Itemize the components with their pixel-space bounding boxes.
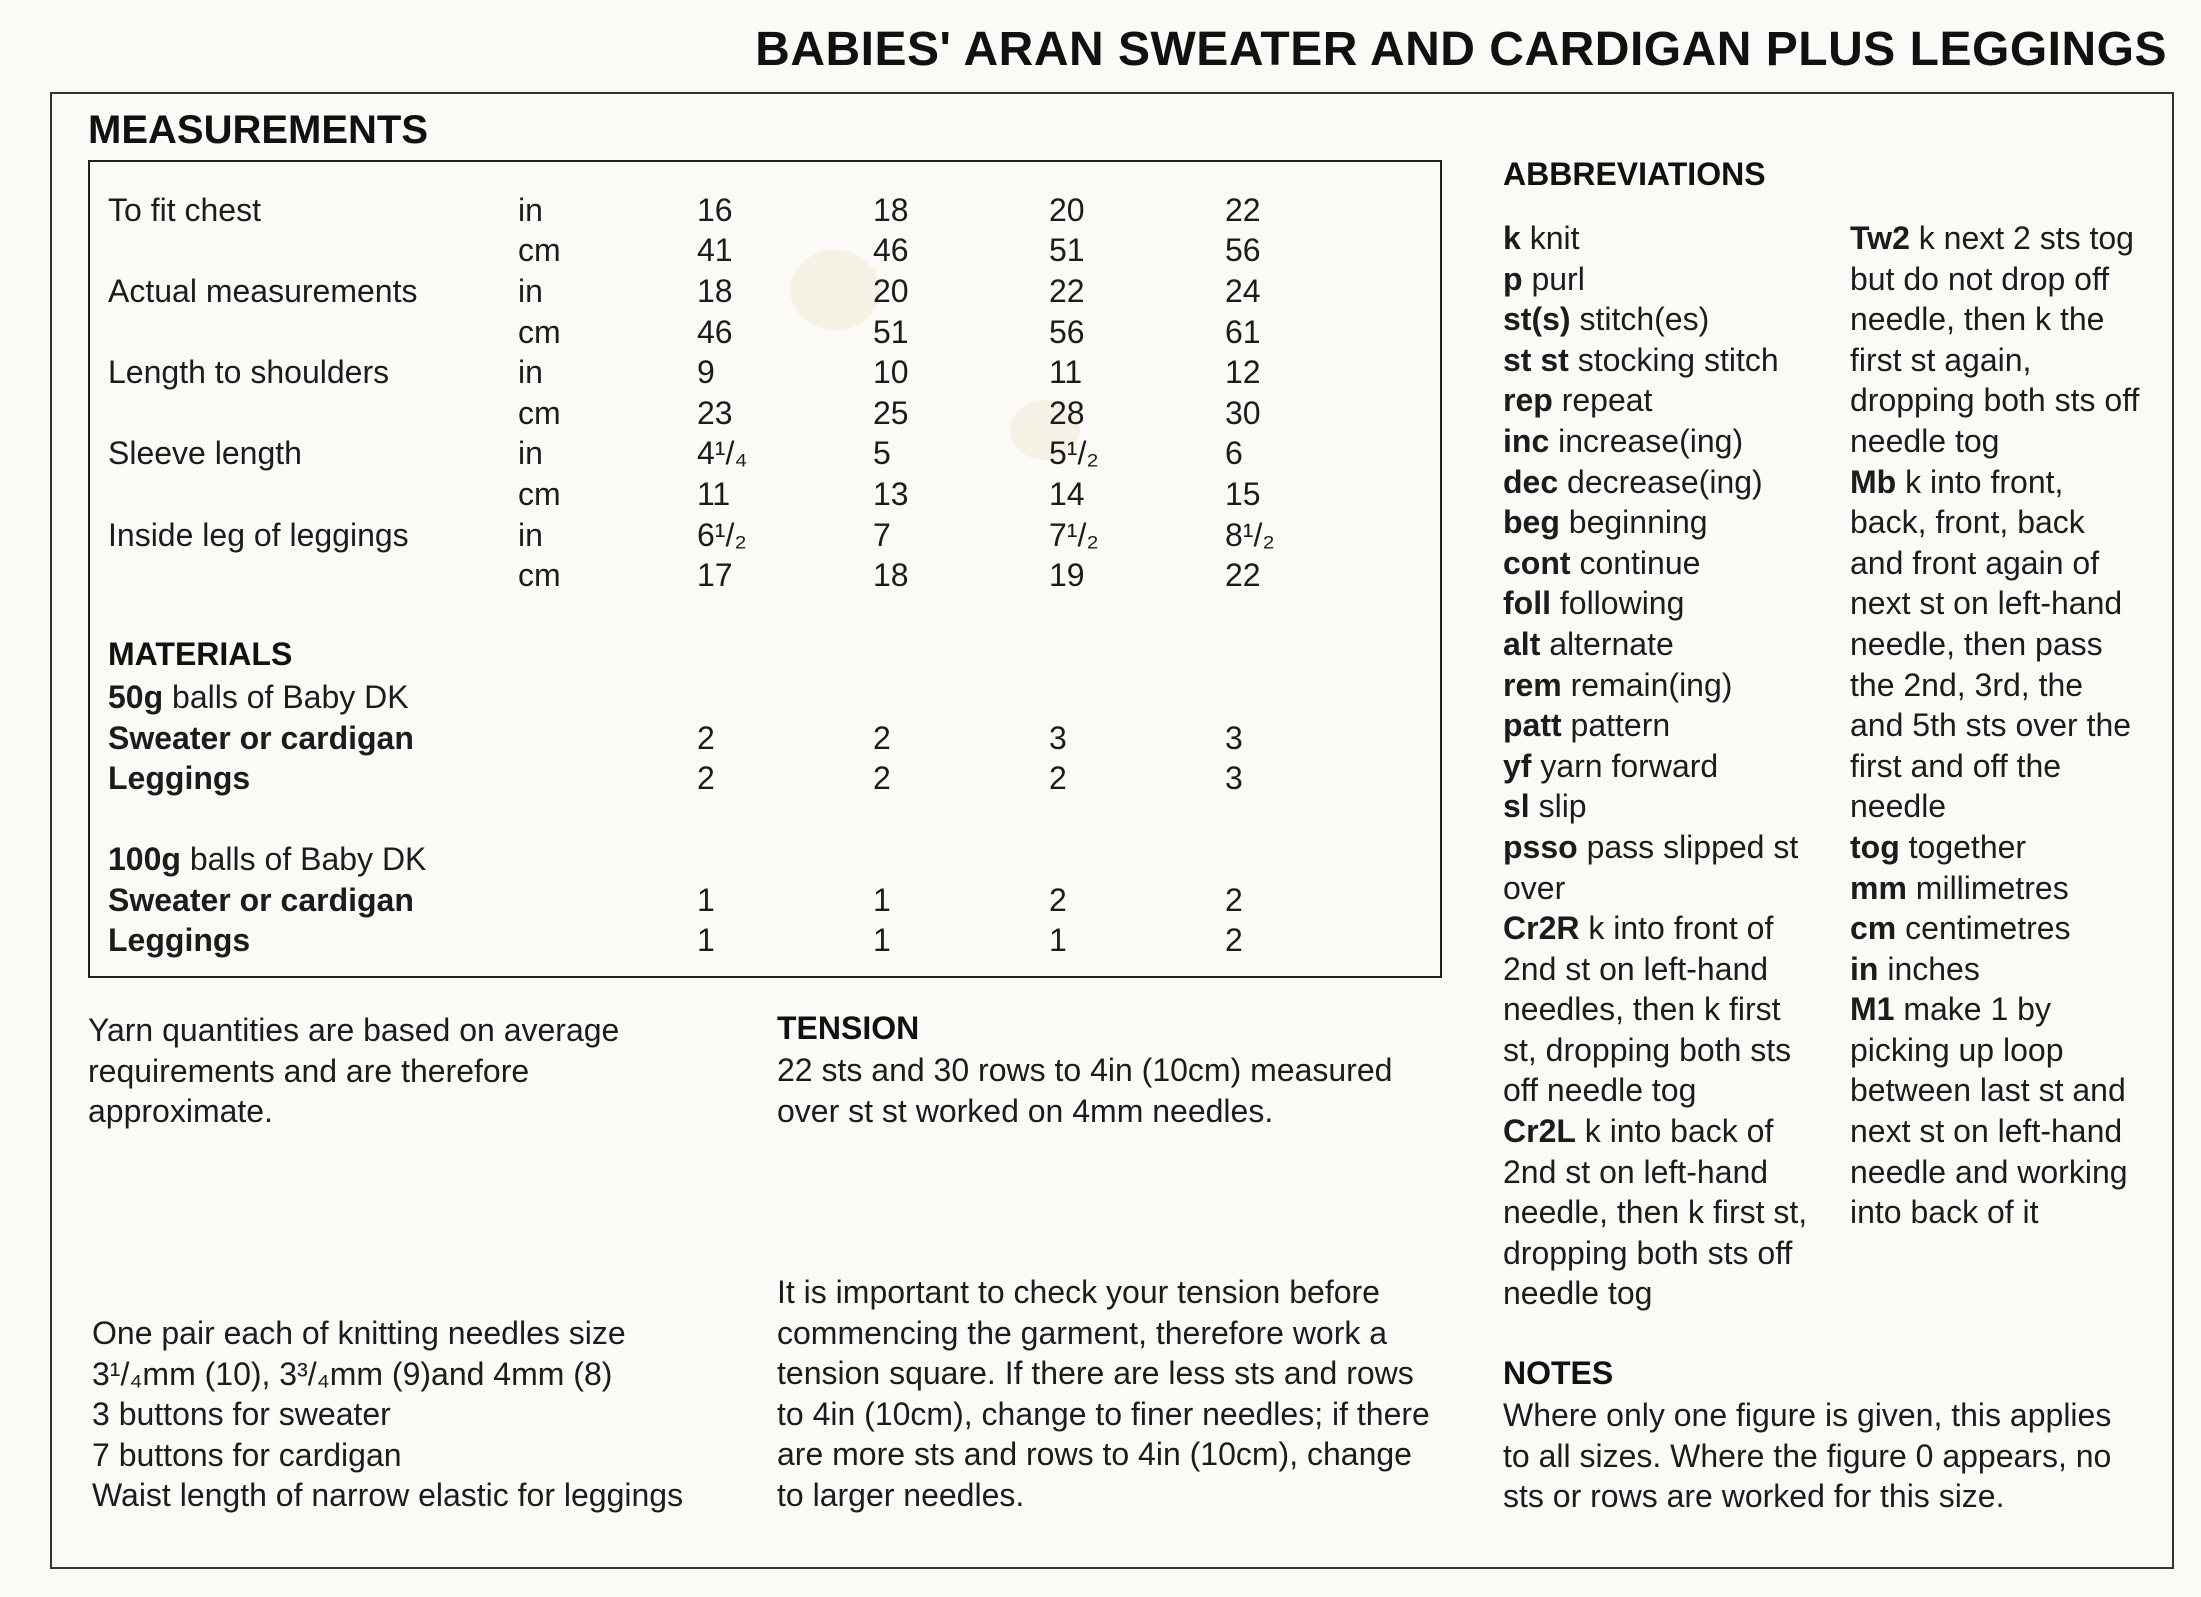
abbreviation-meaning: remain(ing) xyxy=(1561,666,1733,703)
notes-heading: NOTES xyxy=(1503,1355,1614,1391)
materials-list-item: One pair each of knitting needles size xyxy=(92,1315,626,1351)
abbreviation-meaning: stocking stitch xyxy=(1568,341,1779,378)
abbreviation-meaning: yarn forward xyxy=(1531,747,1719,784)
measurement-value: 22 xyxy=(1225,557,1261,593)
measurement-value: 12 xyxy=(1225,354,1261,390)
materials-value: 2 xyxy=(1049,760,1067,796)
measurement-unit: cm xyxy=(518,476,561,512)
abbreviation-item xyxy=(1503,1152,1807,1193)
measurement-value: 16 xyxy=(697,192,733,228)
measurement-value: 4¹/₄ xyxy=(697,435,748,471)
measurement-value: 11 xyxy=(697,476,731,512)
abbreviation-item xyxy=(1850,949,2139,990)
abbreviation-term: rep xyxy=(1503,382,1553,419)
measurement-value: 7¹/₂ xyxy=(1049,517,1099,553)
abbreviation-meaning: beginning xyxy=(1559,504,1708,541)
measurement-value: 22 xyxy=(1049,273,1085,309)
measurement-value: 51 xyxy=(873,314,909,350)
measurement-value: 19 xyxy=(1049,557,1085,593)
measurement-value: 7 xyxy=(873,517,891,553)
materials-item-label: Sweater or cardigan xyxy=(108,882,414,918)
abbreviation-term: yf xyxy=(1503,747,1532,784)
materials-list-item: 3 buttons for sweater xyxy=(92,1396,391,1433)
measurement-value: 46 xyxy=(697,314,733,350)
abbreviation-item xyxy=(1850,218,2139,259)
abbreviation-item xyxy=(1850,259,2139,300)
abbreviation-item xyxy=(1503,1030,1807,1071)
measurement-value: 8¹/₂ xyxy=(1225,517,1275,553)
abbreviation-meaning: continue xyxy=(1570,544,1701,581)
materials-list-item: Waist length of narrow elastic for leggings xyxy=(92,1477,684,1514)
abbreviation-item xyxy=(1850,868,2139,909)
abbreviation-term: Cr2L xyxy=(1503,1113,1576,1150)
abbreviation-item xyxy=(1503,421,1807,462)
abbreviation-meaning: into back of it xyxy=(1850,1194,2039,1231)
abbreviation-item xyxy=(1850,1192,2139,1233)
measurement-label: Inside leg of leggings xyxy=(108,517,409,553)
materials-value: 2 xyxy=(1225,922,1243,958)
abbreviation-meaning: pattern xyxy=(1561,707,1671,744)
abbreviation-meaning: back, front, back xyxy=(1850,504,2085,541)
abbreviation-term: k xyxy=(1503,220,1521,256)
abbreviation-meaning: needle, then pass xyxy=(1850,625,2103,662)
abbreviation-item xyxy=(1850,1152,2139,1193)
abbreviation-item xyxy=(1503,949,1807,990)
materials-value: 3 xyxy=(1225,760,1243,796)
abbreviation-item xyxy=(1503,827,1807,868)
abbreviation-meaning: make 1 by xyxy=(1894,991,2051,1028)
abbreviation-meaning: picking up loop xyxy=(1850,1031,2064,1068)
measurement-value: 23 xyxy=(697,395,733,431)
abbreviation-meaning: the 2nd, 3rd, the xyxy=(1850,666,2084,703)
abbreviation-meaning: needle and working xyxy=(1850,1153,2128,1190)
abbreviation-meaning: over xyxy=(1503,869,1566,906)
abbreviation-term: beg xyxy=(1503,504,1560,541)
abbreviation-meaning: needles, then k first xyxy=(1503,991,1781,1028)
abbreviation-item xyxy=(1503,380,1807,421)
abbreviation-term: st(s) xyxy=(1503,301,1571,338)
abbreviation-item xyxy=(1503,989,1807,1030)
materials-list-item: 7 buttons for cardigan xyxy=(92,1436,402,1473)
measurement-label: Actual measurements xyxy=(108,273,418,309)
abbreviation-item xyxy=(1503,1192,1807,1233)
abbreviation-item xyxy=(1850,1111,2139,1152)
tension-text: 22 sts and 30 rows to 4in (10cm) measured over st st worked on 4mm needles. xyxy=(777,1052,1393,1129)
abbreviation-meaning: but do not drop off xyxy=(1850,260,2110,297)
materials-value: 2 xyxy=(697,760,715,796)
measurement-unit: in xyxy=(518,354,543,390)
measurement-value: 5 xyxy=(873,435,891,471)
abbreviation-meaning: k next 2 sts tog xyxy=(1909,220,2134,256)
measurement-unit: in xyxy=(518,192,543,228)
abbreviation-item xyxy=(1850,1030,2139,1071)
abbreviation-item xyxy=(1850,380,2139,421)
measurement-value: 18 xyxy=(697,273,733,309)
materials-value: 1 xyxy=(873,882,891,918)
abbreviation-item xyxy=(1850,502,2139,543)
abbreviation-meaning: together xyxy=(1899,828,2027,865)
abbreviation-item xyxy=(1503,786,1807,827)
abbreviation-term: p xyxy=(1503,260,1523,297)
abbreviation-item xyxy=(1503,1111,1807,1152)
materials-value: 2 xyxy=(1049,882,1067,918)
abbreviation-meaning: needle tog xyxy=(1503,1275,1653,1312)
materials-value: 1 xyxy=(1049,922,1067,958)
abbreviation-meaning: and front again of xyxy=(1850,544,2100,581)
abbreviation-meaning: dropping both sts off xyxy=(1850,382,2140,419)
abbreviation-item xyxy=(1850,989,2139,1030)
abbreviation-meaning: off needle tog xyxy=(1503,1072,1697,1109)
abbreviation-item xyxy=(1850,421,2139,462)
abbreviation-item xyxy=(1503,1273,1807,1314)
measurement-value: 24 xyxy=(1225,273,1261,309)
abbreviation-term: sl xyxy=(1503,788,1530,825)
measurements-heading: MEASUREMENTS xyxy=(88,108,429,152)
materials-value: 3 xyxy=(1049,720,1067,756)
materials-value: 2 xyxy=(873,760,891,796)
abbreviation-item xyxy=(1850,543,2139,584)
abbreviation-item xyxy=(1503,218,1807,259)
abbreviation-meaning: and 5th sts over the xyxy=(1850,707,2132,744)
measurement-value: 10 xyxy=(873,354,909,390)
measurement-value: 11 xyxy=(1049,354,1083,390)
tension-advice: It is important to check your tension before commencing the garment, therefore work a tension square. If there are less sts and rows to 4in (10cm), change to finer needles; if there are more sts and rows to 4in (10cm), change to larger needles. xyxy=(777,1274,1430,1513)
measurement-value: 5¹/₂ xyxy=(1049,435,1099,471)
measurement-unit: in xyxy=(518,273,543,309)
abbreviation-meaning: dropping both sts off xyxy=(1503,1234,1793,1271)
materials-value: 1 xyxy=(697,922,715,958)
abbreviation-term: Mb xyxy=(1850,463,1897,500)
materials-value: 3 xyxy=(1225,720,1243,756)
abbreviation-meaning: following xyxy=(1550,585,1685,622)
abbreviations-column-2 xyxy=(1850,218,2139,1233)
abbreviation-meaning: purl xyxy=(1522,260,1585,297)
abbreviation-item xyxy=(1503,583,1807,624)
yarn-description: balls of Baby DK xyxy=(163,679,409,715)
measurement-value: 20 xyxy=(1049,192,1085,228)
measurement-unit: in xyxy=(518,435,543,471)
measurement-value: 41 xyxy=(697,232,733,268)
abbreviation-term: Tw2 xyxy=(1850,220,1910,256)
abbreviation-meaning: 2nd st on left-hand xyxy=(1503,950,1769,987)
abbreviation-meaning: slip xyxy=(1529,788,1587,825)
abbreviation-term: inc xyxy=(1503,422,1550,459)
materials-list-item: 3¹/₄mm (10), 3³/₄mm (9)and 4mm (8) xyxy=(92,1355,613,1392)
abbreviation-item xyxy=(1850,908,2139,949)
measurement-label: To fit chest xyxy=(108,192,261,228)
abbreviation-item xyxy=(1503,340,1807,381)
abbreviation-item xyxy=(1850,786,2139,827)
abbreviation-meaning: next st on left-hand xyxy=(1850,585,2123,622)
materials-group-title xyxy=(108,839,426,880)
abbreviation-term: alt xyxy=(1503,625,1541,662)
measurement-value: 6 xyxy=(1225,435,1243,471)
measurement-value: 56 xyxy=(1225,232,1261,268)
abbreviation-meaning: next st on left-hand xyxy=(1850,1113,2123,1150)
measurement-value: 20 xyxy=(873,273,909,309)
abbreviation-meaning: k into front, xyxy=(1896,463,2064,500)
measurement-value: 9 xyxy=(697,354,715,390)
measurement-value: 13 xyxy=(873,476,909,512)
measurement-value: 51 xyxy=(1049,232,1085,268)
abbreviation-meaning: k into back of xyxy=(1575,1113,1774,1150)
abbreviation-item xyxy=(1503,624,1807,665)
materials-value: 1 xyxy=(873,922,891,958)
abbreviation-meaning: 2nd st on left-hand xyxy=(1503,1153,1769,1190)
abbreviation-item xyxy=(1503,502,1807,543)
abbreviation-item xyxy=(1850,746,2139,787)
abbreviation-item xyxy=(1850,583,2139,624)
yarn-weight: 100g xyxy=(108,841,181,877)
abbreviation-meaning: k into front of xyxy=(1579,910,1774,947)
materials-value: 2 xyxy=(1225,882,1243,918)
measurement-unit: in xyxy=(518,517,543,553)
abbreviation-meaning: increase(ing) xyxy=(1549,422,1744,459)
materials-item-label: Leggings xyxy=(108,760,251,796)
page-title: BABIES' ARAN SWEATER AND CARDIGAN PLUS LEGGINGS xyxy=(755,23,2167,76)
measurement-value: 28 xyxy=(1049,395,1085,431)
abbreviation-item xyxy=(1503,543,1807,584)
abbreviation-item xyxy=(1503,299,1807,340)
abbreviation-meaning: needle xyxy=(1850,788,1947,825)
measurement-value: 46 xyxy=(873,232,909,268)
abbreviation-meaning: knit xyxy=(1520,220,1580,256)
measurement-value: 17 xyxy=(697,557,733,593)
abbreviation-meaning: alternate xyxy=(1540,625,1674,662)
abbreviation-meaning: millimetres xyxy=(1906,869,2069,906)
tension-heading: TENSION xyxy=(777,1010,920,1046)
abbreviation-term: patt xyxy=(1503,707,1562,744)
measurement-value: 22 xyxy=(1225,192,1261,228)
materials-value: 1 xyxy=(697,882,715,918)
abbreviation-item xyxy=(1850,827,2139,868)
measurement-unit: cm xyxy=(518,557,561,593)
other-materials-list xyxy=(92,1313,683,1516)
abbreviation-item xyxy=(1503,1070,1807,1111)
yarn-description: balls of Baby DK xyxy=(180,841,427,877)
measurement-label: Sleeve length xyxy=(108,435,302,471)
abbreviation-item xyxy=(1850,462,2139,503)
abbreviation-item xyxy=(1850,299,2139,340)
abbreviation-term: in xyxy=(1850,950,1879,987)
abbreviation-meaning: needle, then k first st, xyxy=(1503,1194,1808,1231)
measurement-unit: cm xyxy=(518,232,561,268)
abbreviation-item xyxy=(1850,705,2139,746)
abbreviation-term: cont xyxy=(1503,544,1571,581)
materials-group-title xyxy=(108,677,409,718)
abbreviation-term: Cr2R xyxy=(1503,910,1580,947)
abbreviation-term: mm xyxy=(1850,869,1907,906)
abbreviation-item xyxy=(1503,868,1807,909)
abbreviation-term: dec xyxy=(1503,463,1559,500)
abbreviation-item xyxy=(1503,908,1807,949)
abbreviation-meaning: pass slipped st xyxy=(1577,828,1799,865)
abbreviation-item xyxy=(1503,259,1807,300)
measurement-value: 30 xyxy=(1225,395,1261,431)
abbreviation-item xyxy=(1503,746,1807,787)
materials-heading: MATERIALS xyxy=(108,636,293,672)
measurement-value: 18 xyxy=(873,192,909,228)
measurement-unit: cm xyxy=(518,395,561,431)
abbreviation-meaning: between last st and xyxy=(1850,1072,2126,1109)
measurement-value: 6¹/₂ xyxy=(697,517,747,553)
measurement-value: 18 xyxy=(873,557,909,593)
measurement-value: 14 xyxy=(1049,476,1085,512)
abbreviation-meaning: decrease(ing) xyxy=(1558,463,1763,500)
abbreviation-meaning: stitch(es) xyxy=(1570,301,1710,338)
abbreviation-item xyxy=(1503,462,1807,503)
materials-item-label: Sweater or cardigan xyxy=(108,720,414,756)
abbreviation-term: psso xyxy=(1503,828,1578,865)
abbreviation-term: tog xyxy=(1850,828,1900,865)
abbreviation-meaning: repeat xyxy=(1552,382,1653,419)
abbreviation-meaning: first and off the xyxy=(1850,747,2062,784)
abbreviations-heading: ABBREVIATIONS xyxy=(1503,156,1766,192)
materials-value: 2 xyxy=(697,720,715,756)
abbreviation-meaning: first st again, xyxy=(1850,341,2032,378)
measurement-value: 56 xyxy=(1049,314,1085,350)
abbreviation-meaning: st, dropping both sts xyxy=(1503,1031,1792,1068)
abbreviation-item xyxy=(1850,624,2139,665)
materials-item-label: Leggings xyxy=(108,922,251,958)
measurement-value: 25 xyxy=(873,395,909,431)
measurement-label: Length to shoulders xyxy=(108,354,390,390)
abbreviations-column-1 xyxy=(1503,218,1807,1314)
abbreviation-meaning: needle tog xyxy=(1850,422,2000,459)
abbreviation-meaning: centimetres xyxy=(1896,910,2071,947)
abbreviation-item xyxy=(1850,1070,2139,1111)
abbreviation-item xyxy=(1503,665,1807,706)
abbreviation-item xyxy=(1850,665,2139,706)
abbreviation-term: rem xyxy=(1503,666,1562,703)
abbreviation-term: foll xyxy=(1503,585,1551,622)
materials-value: 2 xyxy=(873,720,891,756)
abbreviation-meaning: needle, then k the xyxy=(1850,301,2105,338)
yarn-quantities-note: Yarn quantities are based on average requirements and are therefore approximate. xyxy=(88,1012,620,1130)
abbreviation-term: M1 xyxy=(1850,991,1895,1028)
abbreviation-item xyxy=(1503,1233,1807,1274)
abbreviation-term: st st xyxy=(1503,341,1569,378)
abbreviation-item xyxy=(1850,340,2139,381)
abbreviation-term: cm xyxy=(1850,910,1897,947)
measurement-value: 61 xyxy=(1225,314,1261,350)
measurement-value: 15 xyxy=(1225,476,1261,512)
measurement-unit: cm xyxy=(518,314,561,350)
abbreviation-item xyxy=(1503,705,1807,746)
notes-text: Where only one figure is given, this applies to all sizes. Where the figure 0 appears, no sts or rows are worked for this size. xyxy=(1503,1397,2112,1515)
yarn-weight: 50g xyxy=(108,679,164,715)
abbreviation-meaning: inches xyxy=(1878,950,1980,987)
